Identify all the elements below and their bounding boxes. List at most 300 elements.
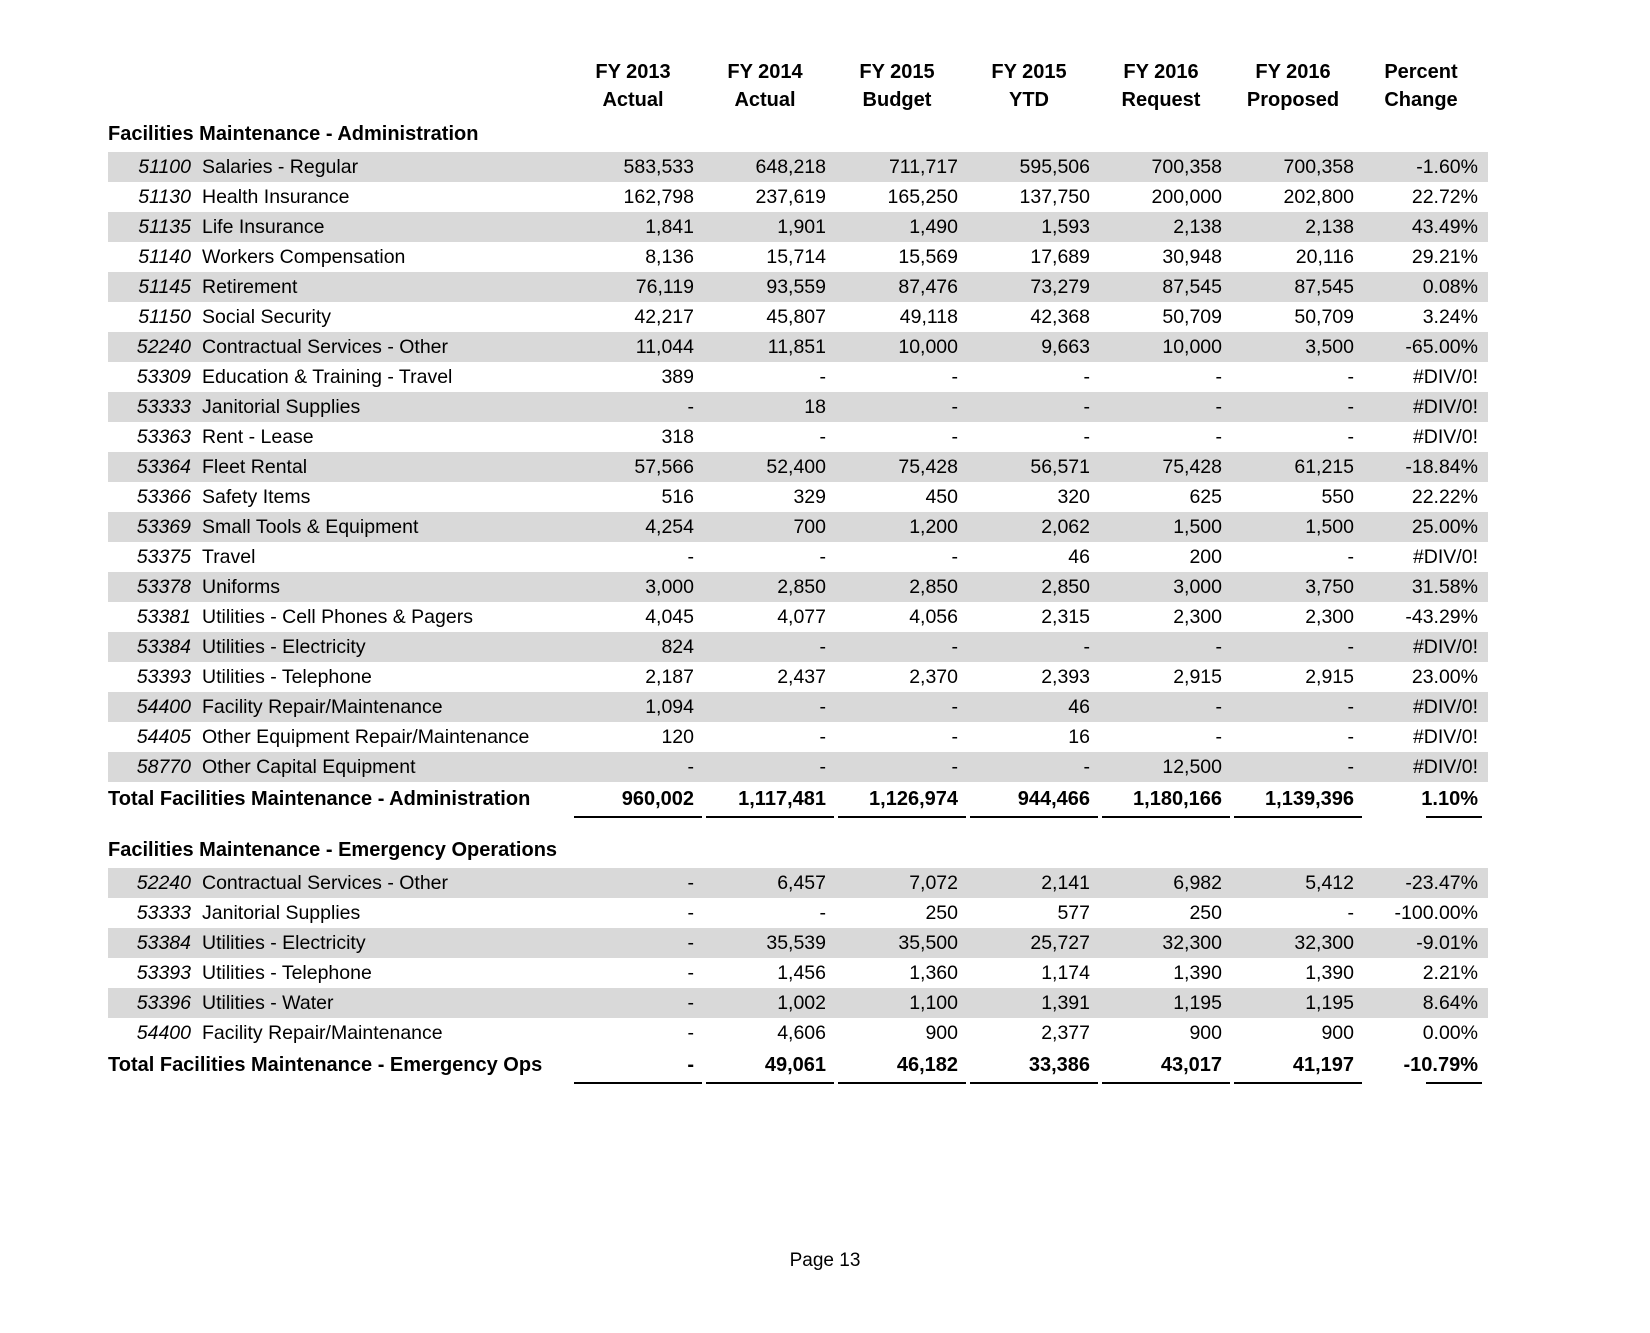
amount-cell: 700,358 <box>1232 152 1364 182</box>
account-code: 53309 <box>108 362 200 392</box>
column-header-line1: FY 2016 <box>1255 61 1331 83</box>
amount-cell: 1,360 <box>836 958 968 988</box>
amount-cell: - <box>836 632 968 662</box>
amount-cell: 16 <box>968 722 1100 752</box>
percent-change-cell: #DIV/0! <box>1364 542 1488 572</box>
percent-change-cell: -43.29% <box>1364 602 1488 632</box>
amount-cell: 2,138 <box>1232 212 1364 242</box>
percent-change-cell: #DIV/0! <box>1364 752 1488 782</box>
amount-cell: 4,606 <box>704 1018 836 1048</box>
amount-cell: 700,358 <box>1100 152 1232 182</box>
amount-cell: - <box>968 392 1100 422</box>
section-header-row <box>108 832 1488 868</box>
amount-cell: 4,254 <box>572 512 704 542</box>
amount-cell: 11,044 <box>572 332 704 362</box>
amount-cell: 2,315 <box>968 602 1100 632</box>
amount-cell: - <box>1100 422 1232 452</box>
amount-cell: 87,476 <box>836 272 968 302</box>
amount-cell: 200,000 <box>1100 182 1232 212</box>
column-header-line2: Actual <box>734 89 796 111</box>
account-code: 53333 <box>108 898 200 928</box>
amount-cell: 648,218 <box>704 152 836 182</box>
account-code: 53381 <box>108 602 200 632</box>
total-amount-cell: 43,017 <box>1100 1048 1232 1084</box>
amount-cell: 1,391 <box>968 988 1100 1018</box>
column-header-line1: FY 2015 <box>859 61 935 83</box>
amount-cell: 237,619 <box>704 182 836 212</box>
account-description: Contractual Services - Other <box>200 332 572 362</box>
amount-cell: 11,851 <box>704 332 836 362</box>
amount-cell: - <box>704 898 836 928</box>
amount-cell: - <box>836 362 968 392</box>
account-code: 51150 <box>108 302 200 332</box>
account-code: 53393 <box>108 662 200 692</box>
amount-cell: 1,901 <box>704 212 836 242</box>
account-description: Janitorial Supplies <box>200 898 572 928</box>
amount-cell: 73,279 <box>968 272 1100 302</box>
amount-cell: 595,506 <box>968 152 1100 182</box>
amount-cell: - <box>704 632 836 662</box>
amount-cell: - <box>704 692 836 722</box>
amount-cell: - <box>1232 898 1364 928</box>
amount-cell: 2,915 <box>1232 662 1364 692</box>
amount-cell: 2,062 <box>968 512 1100 542</box>
amount-cell: 5,412 <box>1232 868 1364 898</box>
amount-cell: 2,187 <box>572 662 704 692</box>
amount-cell: - <box>1232 362 1364 392</box>
amount-cell: 3,750 <box>1232 572 1364 602</box>
amount-cell: 4,056 <box>836 602 968 632</box>
amount-cell: 15,569 <box>836 242 968 272</box>
amount-cell: 7,072 <box>836 868 968 898</box>
amount-cell: - <box>968 422 1100 452</box>
table-row <box>108 332 1488 362</box>
percent-change-cell: #DIV/0! <box>1364 362 1488 392</box>
total-amount-cell: 46,182 <box>836 1048 968 1084</box>
percent-change-cell: 2.21% <box>1364 958 1488 988</box>
account-code: 51100 <box>108 152 200 182</box>
table-row <box>108 212 1488 242</box>
amount-cell: 32,300 <box>1100 928 1232 958</box>
amount-cell: 3,000 <box>1100 572 1232 602</box>
budget-table <box>108 58 1488 1084</box>
total-row <box>108 1048 1488 1084</box>
account-description: Utilities - Telephone <box>200 958 572 988</box>
amount-cell: 700 <box>704 512 836 542</box>
total-label: Total Facilities Maintenance - Emergency Ops <box>108 1048 572 1084</box>
column-header-line1: Percent <box>1384 61 1458 83</box>
account-code: 53393 <box>108 958 200 988</box>
total-amount-cell: 1,126,974 <box>836 782 968 818</box>
amount-cell: - <box>572 898 704 928</box>
amount-cell: - <box>1100 692 1232 722</box>
amount-cell: 42,368 <box>968 302 1100 332</box>
amount-cell: 900 <box>1232 1018 1364 1048</box>
column-header-line2: Actual <box>602 89 664 111</box>
section-header-row <box>108 116 1488 152</box>
amount-cell: - <box>1232 392 1364 422</box>
amount-cell: 15,714 <box>704 242 836 272</box>
amount-cell: - <box>1232 722 1364 752</box>
account-description: Social Security <box>200 302 572 332</box>
amount-cell: 20,116 <box>1232 242 1364 272</box>
account-description: Rent - Lease <box>200 422 572 452</box>
percent-change-cell: -23.47% <box>1364 868 1488 898</box>
table-row <box>108 242 1488 272</box>
table-row <box>108 928 1488 958</box>
amount-cell: - <box>1232 632 1364 662</box>
amount-cell: 2,915 <box>1100 662 1232 692</box>
percent-change-cell: 31.58% <box>1364 572 1488 602</box>
amount-cell: 2,141 <box>968 868 1100 898</box>
table-row <box>108 1018 1488 1048</box>
amount-cell: 2,850 <box>704 572 836 602</box>
amount-cell: 45,807 <box>704 302 836 332</box>
amount-cell: - <box>836 422 968 452</box>
table-row <box>108 868 1488 898</box>
amount-cell: 900 <box>1100 1018 1232 1048</box>
table-row <box>108 752 1488 782</box>
amount-cell: 1,002 <box>704 988 836 1018</box>
amount-cell: 18 <box>704 392 836 422</box>
section-title: Facilities Maintenance - Emergency Operations <box>108 832 1488 868</box>
total-amount-cell: 49,061 <box>704 1048 836 1084</box>
total-amount-cell: 1,139,396 <box>1232 782 1364 818</box>
amount-cell: 120 <box>572 722 704 752</box>
amount-cell: 10,000 <box>1100 332 1232 362</box>
amount-cell: 57,566 <box>572 452 704 482</box>
amount-cell: 35,539 <box>704 928 836 958</box>
column-header-line1: FY 2015 <box>991 61 1067 83</box>
amount-cell: - <box>1100 632 1232 662</box>
percent-change-cell: 22.72% <box>1364 182 1488 212</box>
amount-cell: 2,377 <box>968 1018 1100 1048</box>
account-description: Education & Training - Travel <box>200 362 572 392</box>
description-column-header <box>200 58 572 116</box>
table-row <box>108 362 1488 392</box>
amount-cell: 1,195 <box>1232 988 1364 1018</box>
account-code: 53378 <box>108 572 200 602</box>
amount-cell: 32,300 <box>1232 928 1364 958</box>
table-row <box>108 422 1488 452</box>
amount-cell: 900 <box>836 1018 968 1048</box>
amount-cell: 1,195 <box>1100 988 1232 1018</box>
amount-cell: 42,217 <box>572 302 704 332</box>
amount-cell: 320 <box>968 482 1100 512</box>
amount-cell: 583,533 <box>572 152 704 182</box>
account-description: Utilities - Telephone <box>200 662 572 692</box>
amount-cell: - <box>704 422 836 452</box>
table-row <box>108 632 1488 662</box>
table-row <box>108 898 1488 928</box>
table-row <box>108 602 1488 632</box>
amount-cell: - <box>572 988 704 1018</box>
amount-cell: 46 <box>968 542 1100 572</box>
account-code: 53364 <box>108 452 200 482</box>
amount-cell: 93,559 <box>704 272 836 302</box>
code-column-header <box>108 58 200 116</box>
amount-cell: - <box>1100 722 1232 752</box>
amount-cell: - <box>1232 542 1364 572</box>
account-description: Contractual Services - Other <box>200 868 572 898</box>
amount-cell: - <box>1232 692 1364 722</box>
amount-cell: 389 <box>572 362 704 392</box>
column-header-line1: FY 2016 <box>1123 61 1199 83</box>
total-label: Total Facilities Maintenance - Administration <box>108 782 572 818</box>
amount-cell: 1,500 <box>1232 512 1364 542</box>
account-description: Janitorial Supplies <box>200 392 572 422</box>
column-header-fy2015-ytd <box>968 58 1100 116</box>
amount-cell: - <box>572 958 704 988</box>
account-description: Salaries - Regular <box>200 152 572 182</box>
account-code: 53396 <box>108 988 200 1018</box>
account-code: 53369 <box>108 512 200 542</box>
account-code: 52240 <box>108 868 200 898</box>
column-header-fy2014-actual <box>704 58 836 116</box>
table-body <box>108 116 1488 1084</box>
account-code: 51145 <box>108 272 200 302</box>
amount-cell: 137,750 <box>968 182 1100 212</box>
column-header-line2: Proposed <box>1246 89 1340 111</box>
page-footer: Page 13 <box>789 1250 861 1271</box>
total-amount-cell: 33,386 <box>968 1048 1100 1084</box>
percent-change-cell: #DIV/0! <box>1364 422 1488 452</box>
amount-cell: 3,500 <box>1232 332 1364 362</box>
percent-change-cell: #DIV/0! <box>1364 392 1488 422</box>
amount-cell: 6,457 <box>704 868 836 898</box>
amount-cell: - <box>704 362 836 392</box>
amount-cell: - <box>836 752 968 782</box>
account-description: Facility Repair/Maintenance <box>200 692 572 722</box>
total-amount-cell: - <box>572 1048 704 1084</box>
account-code: 53363 <box>108 422 200 452</box>
amount-cell: - <box>1100 392 1232 422</box>
amount-cell: 4,077 <box>704 602 836 632</box>
table-row <box>108 392 1488 422</box>
amount-cell: 1,456 <box>704 958 836 988</box>
column-header-percent-change <box>1364 58 1488 116</box>
percent-change-cell: 43.49% <box>1364 212 1488 242</box>
amount-cell: 12,500 <box>1100 752 1232 782</box>
column-header-line2: Budget <box>862 89 932 111</box>
amount-cell: 450 <box>836 482 968 512</box>
amount-cell: - <box>968 362 1100 392</box>
account-description: Small Tools & Equipment <box>200 512 572 542</box>
amount-cell: 2,300 <box>1100 602 1232 632</box>
table-row <box>108 302 1488 332</box>
budget-page <box>0 58 1650 1333</box>
account-description: Facility Repair/Maintenance <box>200 1018 572 1048</box>
total-percent-change-cell: -10.79% <box>1364 1048 1488 1084</box>
table-row <box>108 662 1488 692</box>
account-description: Uniforms <box>200 572 572 602</box>
amount-cell: 2,850 <box>968 572 1100 602</box>
account-description: Health Insurance <box>200 182 572 212</box>
account-code: 54400 <box>108 1018 200 1048</box>
column-header-line2: Change <box>1384 89 1458 111</box>
amount-cell: 6,982 <box>1100 868 1232 898</box>
amount-cell: 577 <box>968 898 1100 928</box>
total-amount-cell: 1,180,166 <box>1100 782 1232 818</box>
table-row <box>108 512 1488 542</box>
amount-cell: 2,393 <box>968 662 1100 692</box>
table-row <box>108 692 1488 722</box>
amount-cell: 1,200 <box>836 512 968 542</box>
amount-cell: 49,118 <box>836 302 968 332</box>
column-header-fy2016-proposed <box>1232 58 1364 116</box>
amount-cell: 87,545 <box>1232 272 1364 302</box>
account-description: Travel <box>200 542 572 572</box>
percent-change-cell: -9.01% <box>1364 928 1488 958</box>
amount-cell: 1,100 <box>836 988 968 1018</box>
account-description: Other Equipment Repair/Maintenance <box>200 722 572 752</box>
account-code: 51135 <box>108 212 200 242</box>
amount-cell: 2,437 <box>704 662 836 692</box>
table-row <box>108 182 1488 212</box>
amount-cell: - <box>704 722 836 752</box>
amount-cell: 1,390 <box>1100 958 1232 988</box>
amount-cell: 516 <box>572 482 704 512</box>
amount-cell: 75,428 <box>1100 452 1232 482</box>
account-code: 52240 <box>108 332 200 362</box>
amount-cell: 61,215 <box>1232 452 1364 482</box>
percent-change-cell: #DIV/0! <box>1364 722 1488 752</box>
account-code: 53384 <box>108 632 200 662</box>
amount-cell: 2,370 <box>836 662 968 692</box>
amount-cell: 1,841 <box>572 212 704 242</box>
amount-cell: 1,094 <box>572 692 704 722</box>
percent-change-cell: 22.22% <box>1364 482 1488 512</box>
amount-cell: - <box>968 752 1100 782</box>
amount-cell: 162,798 <box>572 182 704 212</box>
table-row <box>108 722 1488 752</box>
amount-cell: 1,174 <box>968 958 1100 988</box>
column-header-line2: Request <box>1121 89 1201 111</box>
amount-cell: 1,490 <box>836 212 968 242</box>
amount-cell: 2,138 <box>1100 212 1232 242</box>
amount-cell: 52,400 <box>704 452 836 482</box>
amount-cell: 50,709 <box>1232 302 1364 332</box>
amount-cell: 10,000 <box>836 332 968 362</box>
table-header <box>108 58 1488 116</box>
percent-change-cell: #DIV/0! <box>1364 632 1488 662</box>
amount-cell: - <box>836 542 968 572</box>
percent-change-cell: 0.00% <box>1364 1018 1488 1048</box>
amount-cell: 318 <box>572 422 704 452</box>
amount-cell: 17,689 <box>968 242 1100 272</box>
account-description: Retirement <box>200 272 572 302</box>
account-code: 53375 <box>108 542 200 572</box>
account-code: 53366 <box>108 482 200 512</box>
amount-cell: 711,717 <box>836 152 968 182</box>
amount-cell: 625 <box>1100 482 1232 512</box>
amount-cell: 2,300 <box>1232 602 1364 632</box>
amount-cell: - <box>572 868 704 898</box>
amount-cell: 1,500 <box>1100 512 1232 542</box>
amount-cell: - <box>572 542 704 572</box>
amount-cell: 329 <box>704 482 836 512</box>
amount-cell: 4,045 <box>572 602 704 632</box>
account-description: Safety Items <box>200 482 572 512</box>
amount-cell: 250 <box>1100 898 1232 928</box>
account-code: 53384 <box>108 928 200 958</box>
account-code: 51130 <box>108 182 200 212</box>
amount-cell: - <box>704 752 836 782</box>
percent-change-cell: -1.60% <box>1364 152 1488 182</box>
amount-cell: 2,850 <box>836 572 968 602</box>
amount-cell: - <box>1232 422 1364 452</box>
amount-cell: 76,119 <box>572 272 704 302</box>
percent-change-cell: #DIV/0! <box>1364 692 1488 722</box>
table-row <box>108 542 1488 572</box>
percent-change-cell: -18.84% <box>1364 452 1488 482</box>
amount-cell: 25,727 <box>968 928 1100 958</box>
table-row <box>108 452 1488 482</box>
amount-cell: 56,571 <box>968 452 1100 482</box>
account-description: Other Capital Equipment <box>200 752 572 782</box>
amount-cell: 30,948 <box>1100 242 1232 272</box>
account-description: Utilities - Electricity <box>200 928 572 958</box>
section-title: Facilities Maintenance - Administration <box>108 116 1488 152</box>
table-row <box>108 958 1488 988</box>
amount-cell: 87,545 <box>1100 272 1232 302</box>
table-row <box>108 572 1488 602</box>
table-row <box>108 988 1488 1018</box>
amount-cell: - <box>836 692 968 722</box>
section-spacer <box>108 818 1488 832</box>
amount-cell: 200 <box>1100 542 1232 572</box>
amount-cell: 8,136 <box>572 242 704 272</box>
amount-cell: 3,000 <box>572 572 704 602</box>
amount-cell: 46 <box>968 692 1100 722</box>
column-header-fy2016-request <box>1100 58 1232 116</box>
amount-cell: 1,390 <box>1232 958 1364 988</box>
amount-cell: 824 <box>572 632 704 662</box>
account-description: Workers Compensation <box>200 242 572 272</box>
total-amount-cell: 1,117,481 <box>704 782 836 818</box>
percent-change-cell: 3.24% <box>1364 302 1488 332</box>
account-description: Utilities - Water <box>200 988 572 1018</box>
percent-change-cell: 29.21% <box>1364 242 1488 272</box>
column-header-line1: FY 2014 <box>727 61 803 83</box>
spacer-cell <box>108 818 1488 832</box>
amount-cell: 1,593 <box>968 212 1100 242</box>
total-amount-cell: 41,197 <box>1232 1048 1364 1084</box>
amount-cell: 165,250 <box>836 182 968 212</box>
column-header-fy2015-budget <box>836 58 968 116</box>
account-code: 51140 <box>108 242 200 272</box>
table-row <box>108 482 1488 512</box>
amount-cell: - <box>836 392 968 422</box>
table-row <box>108 272 1488 302</box>
amount-cell: - <box>572 928 704 958</box>
account-code: 58770 <box>108 752 200 782</box>
amount-cell: 202,800 <box>1232 182 1364 212</box>
percent-change-cell: 0.08% <box>1364 272 1488 302</box>
amount-cell: 35,500 <box>836 928 968 958</box>
account-description: Utilities - Electricity <box>200 632 572 662</box>
percent-change-cell: 23.00% <box>1364 662 1488 692</box>
amount-cell: 75,428 <box>836 452 968 482</box>
account-code: 53333 <box>108 392 200 422</box>
account-description: Utilities - Cell Phones & Pagers <box>200 602 572 632</box>
percent-change-cell: -65.00% <box>1364 332 1488 362</box>
amount-cell: 50,709 <box>1100 302 1232 332</box>
amount-cell: 9,663 <box>968 332 1100 362</box>
percent-change-cell: -100.00% <box>1364 898 1488 928</box>
account-code: 54400 <box>108 692 200 722</box>
percent-change-cell: 25.00% <box>1364 512 1488 542</box>
